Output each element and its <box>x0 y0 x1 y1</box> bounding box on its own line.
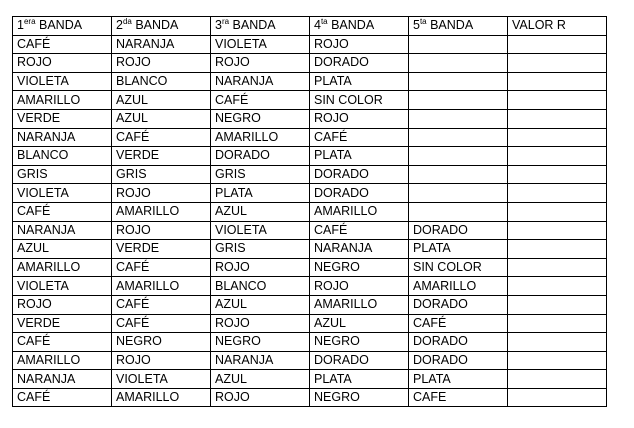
band-2-cell: CAFÉ <box>112 314 211 333</box>
valor-r-cell <box>508 314 607 333</box>
band-3-cell: PLATA <box>211 184 310 203</box>
band-3-cell: ROJO <box>211 388 310 407</box>
band-5-cell: CAFÉ <box>409 314 508 333</box>
band-1-cell: NARANJA <box>13 370 112 389</box>
band-4-cell: NEGRO <box>310 388 409 407</box>
band-2-cell: GRIS <box>112 165 211 184</box>
table-body <box>13 35 607 407</box>
band-5-cell <box>409 202 508 221</box>
table-row <box>13 388 607 407</box>
valor-r-cell <box>508 277 607 296</box>
valor-r-cell <box>508 202 607 221</box>
header-band-3: $3^{ra}$ BANDA <box>211 17 310 36</box>
band-5-cell: PLATA <box>409 240 508 259</box>
band-5-cell <box>409 54 508 73</box>
band-2-cell: CAFÉ <box>112 128 211 147</box>
valor-r-cell <box>508 54 607 73</box>
header-band-2: $2^{da}$ BANDA <box>112 17 211 36</box>
band-5-cell <box>409 109 508 128</box>
table-row <box>13 258 607 277</box>
table-row <box>13 109 607 128</box>
band-2-cell: AZUL <box>112 91 211 110</box>
band-3-cell: ROJO <box>211 314 310 333</box>
header-band-1: $1^{era}$ BANDA <box>13 17 112 36</box>
band-3-cell: NARANJA <box>211 351 310 370</box>
valor-r-cell <box>508 72 607 91</box>
band-5-cell <box>409 147 508 166</box>
valor-r-cell <box>508 128 607 147</box>
band-3-cell: NEGRO <box>211 109 310 128</box>
band-2-cell: NEGRO <box>112 333 211 352</box>
band-1-cell: AMARILLO <box>13 258 112 277</box>
band-3-cell: DORADO <box>211 147 310 166</box>
table-row <box>13 277 607 296</box>
band-1-cell: VIOLETA <box>13 277 112 296</box>
band-5-cell: DORADO <box>409 295 508 314</box>
band-1-cell: CAFÉ <box>13 333 112 352</box>
band-4-cell: AZUL <box>310 314 409 333</box>
band-4-cell: AMARILLO <box>310 202 409 221</box>
band-2-cell: VIOLETA <box>112 370 211 389</box>
band-1-cell: VIOLETA <box>13 184 112 203</box>
table-row <box>13 351 607 370</box>
valor-r-cell <box>508 240 607 259</box>
band-2-cell: CAFÉ <box>112 295 211 314</box>
band-1-cell: AZUL <box>13 240 112 259</box>
table-row <box>13 147 607 166</box>
valor-r-cell <box>508 91 607 110</box>
valor-r-cell <box>508 147 607 166</box>
table-row <box>13 165 607 184</box>
table-row <box>13 202 607 221</box>
band-2-cell: ROJO <box>112 54 211 73</box>
table-row <box>13 184 607 203</box>
band-4-cell: NEGRO <box>310 258 409 277</box>
valor-r-cell <box>508 333 607 352</box>
band-1-cell: AMARILLO <box>13 91 112 110</box>
table-row <box>13 221 607 240</box>
table-row <box>13 370 607 389</box>
table-row <box>13 314 607 333</box>
valor-r-cell <box>508 370 607 389</box>
band-4-cell: AMARILLO <box>310 295 409 314</box>
table-row <box>13 333 607 352</box>
band-4-cell: DORADO <box>310 165 409 184</box>
band-4-cell: PLATA <box>310 72 409 91</box>
band-3-cell: AZUL <box>211 295 310 314</box>
resistor-color-band-table <box>12 16 607 407</box>
band-4-cell: DORADO <box>310 184 409 203</box>
band-5-cell <box>409 128 508 147</box>
band-2-cell: CAFÉ <box>112 258 211 277</box>
band-3-cell: GRIS <box>211 165 310 184</box>
header-row <box>13 17 607 36</box>
table-row <box>13 54 607 73</box>
band-2-cell: NARANJA <box>112 35 211 54</box>
band-1-cell: NARANJA <box>13 128 112 147</box>
band-2-cell: AMARILLO <box>112 277 211 296</box>
band-2-cell: ROJO <box>112 221 211 240</box>
band-1-cell: ROJO <box>13 295 112 314</box>
valor-r-cell <box>508 351 607 370</box>
band-2-cell: VERDE <box>112 240 211 259</box>
band-1-cell: NARANJA <box>13 221 112 240</box>
valor-r-cell <box>508 221 607 240</box>
band-3-cell: NEGRO <box>211 333 310 352</box>
band-1-cell: BLANCO <box>13 147 112 166</box>
band-1-cell: CAFÉ <box>13 388 112 407</box>
valor-r-cell <box>508 388 607 407</box>
band-3-cell: VIOLETA <box>211 221 310 240</box>
band-3-cell: CAFÉ <box>211 91 310 110</box>
band-5-cell <box>409 72 508 91</box>
band-1-cell: ROJO <box>13 54 112 73</box>
band-5-cell: DORADO <box>409 221 508 240</box>
band-4-cell: CAFÉ <box>310 221 409 240</box>
band-4-cell: PLATA <box>310 147 409 166</box>
band-5-cell <box>409 165 508 184</box>
band-4-cell: PLATA <box>310 370 409 389</box>
table-row <box>13 128 607 147</box>
band-5-cell <box>409 184 508 203</box>
table-row <box>13 72 607 91</box>
band-4-cell: DORADO <box>310 351 409 370</box>
band-5-cell <box>409 91 508 110</box>
band-1-cell: VIOLETA <box>13 72 112 91</box>
valor-r-cell <box>508 109 607 128</box>
band-3-cell: GRIS <box>211 240 310 259</box>
table-row <box>13 240 607 259</box>
band-3-cell: AMARILLO <box>211 128 310 147</box>
band-4-cell: ROJO <box>310 109 409 128</box>
band-3-cell: NARANJA <box>211 72 310 91</box>
band-1-cell: AMARILLO <box>13 351 112 370</box>
band-3-cell: ROJO <box>211 54 310 73</box>
band-4-cell: SIN COLOR <box>310 91 409 110</box>
band-3-cell: ROJO <box>211 258 310 277</box>
band-5-cell: CAFE <box>409 388 508 407</box>
band-2-cell: AMARILLO <box>112 202 211 221</box>
band-2-cell: AMARILLO <box>112 388 211 407</box>
band-5-cell: AMARILLO <box>409 277 508 296</box>
band-3-cell: BLANCO <box>211 277 310 296</box>
band-1-cell: CAFÉ <box>13 202 112 221</box>
band-1-cell: GRIS <box>13 165 112 184</box>
valor-r-cell <box>508 35 607 54</box>
band-2-cell: ROJO <box>112 351 211 370</box>
band-3-cell: AZUL <box>211 202 310 221</box>
band-2-cell: VERDE <box>112 147 211 166</box>
band-4-cell: NEGRO <box>310 333 409 352</box>
band-4-cell: DORADO <box>310 54 409 73</box>
band-4-cell: ROJO <box>310 35 409 54</box>
valor-r-cell <box>508 295 607 314</box>
band-5-cell: SIN COLOR <box>409 258 508 277</box>
valor-r-cell <box>508 184 607 203</box>
table-row <box>13 295 607 314</box>
band-5-cell <box>409 35 508 54</box>
band-4-cell: CAFÉ <box>310 128 409 147</box>
band-4-cell: NARANJA <box>310 240 409 259</box>
band-2-cell: AZUL <box>112 109 211 128</box>
table-row <box>13 35 607 54</box>
band-2-cell: BLANCO <box>112 72 211 91</box>
band-4-cell: ROJO <box>310 277 409 296</box>
header-band-5: $5^{ta}$ BANDA <box>409 17 508 36</box>
header-band-4: $4^{ta}$ BANDA <box>310 17 409 36</box>
band-1-cell: CAFÉ <box>13 35 112 54</box>
band-5-cell: PLATA <box>409 370 508 389</box>
valor-r-cell <box>508 258 607 277</box>
band-1-cell: VERDE <box>13 109 112 128</box>
band-1-cell: VERDE <box>13 314 112 333</box>
band-5-cell: DORADO <box>409 333 508 352</box>
band-2-cell: ROJO <box>112 184 211 203</box>
table-row <box>13 91 607 110</box>
band-3-cell: AZUL <box>211 370 310 389</box>
valor-r-cell <box>508 165 607 184</box>
band-3-cell: VIOLETA <box>211 35 310 54</box>
band-5-cell: DORADO <box>409 351 508 370</box>
header-valor-r: VALOR R <box>508 17 607 36</box>
